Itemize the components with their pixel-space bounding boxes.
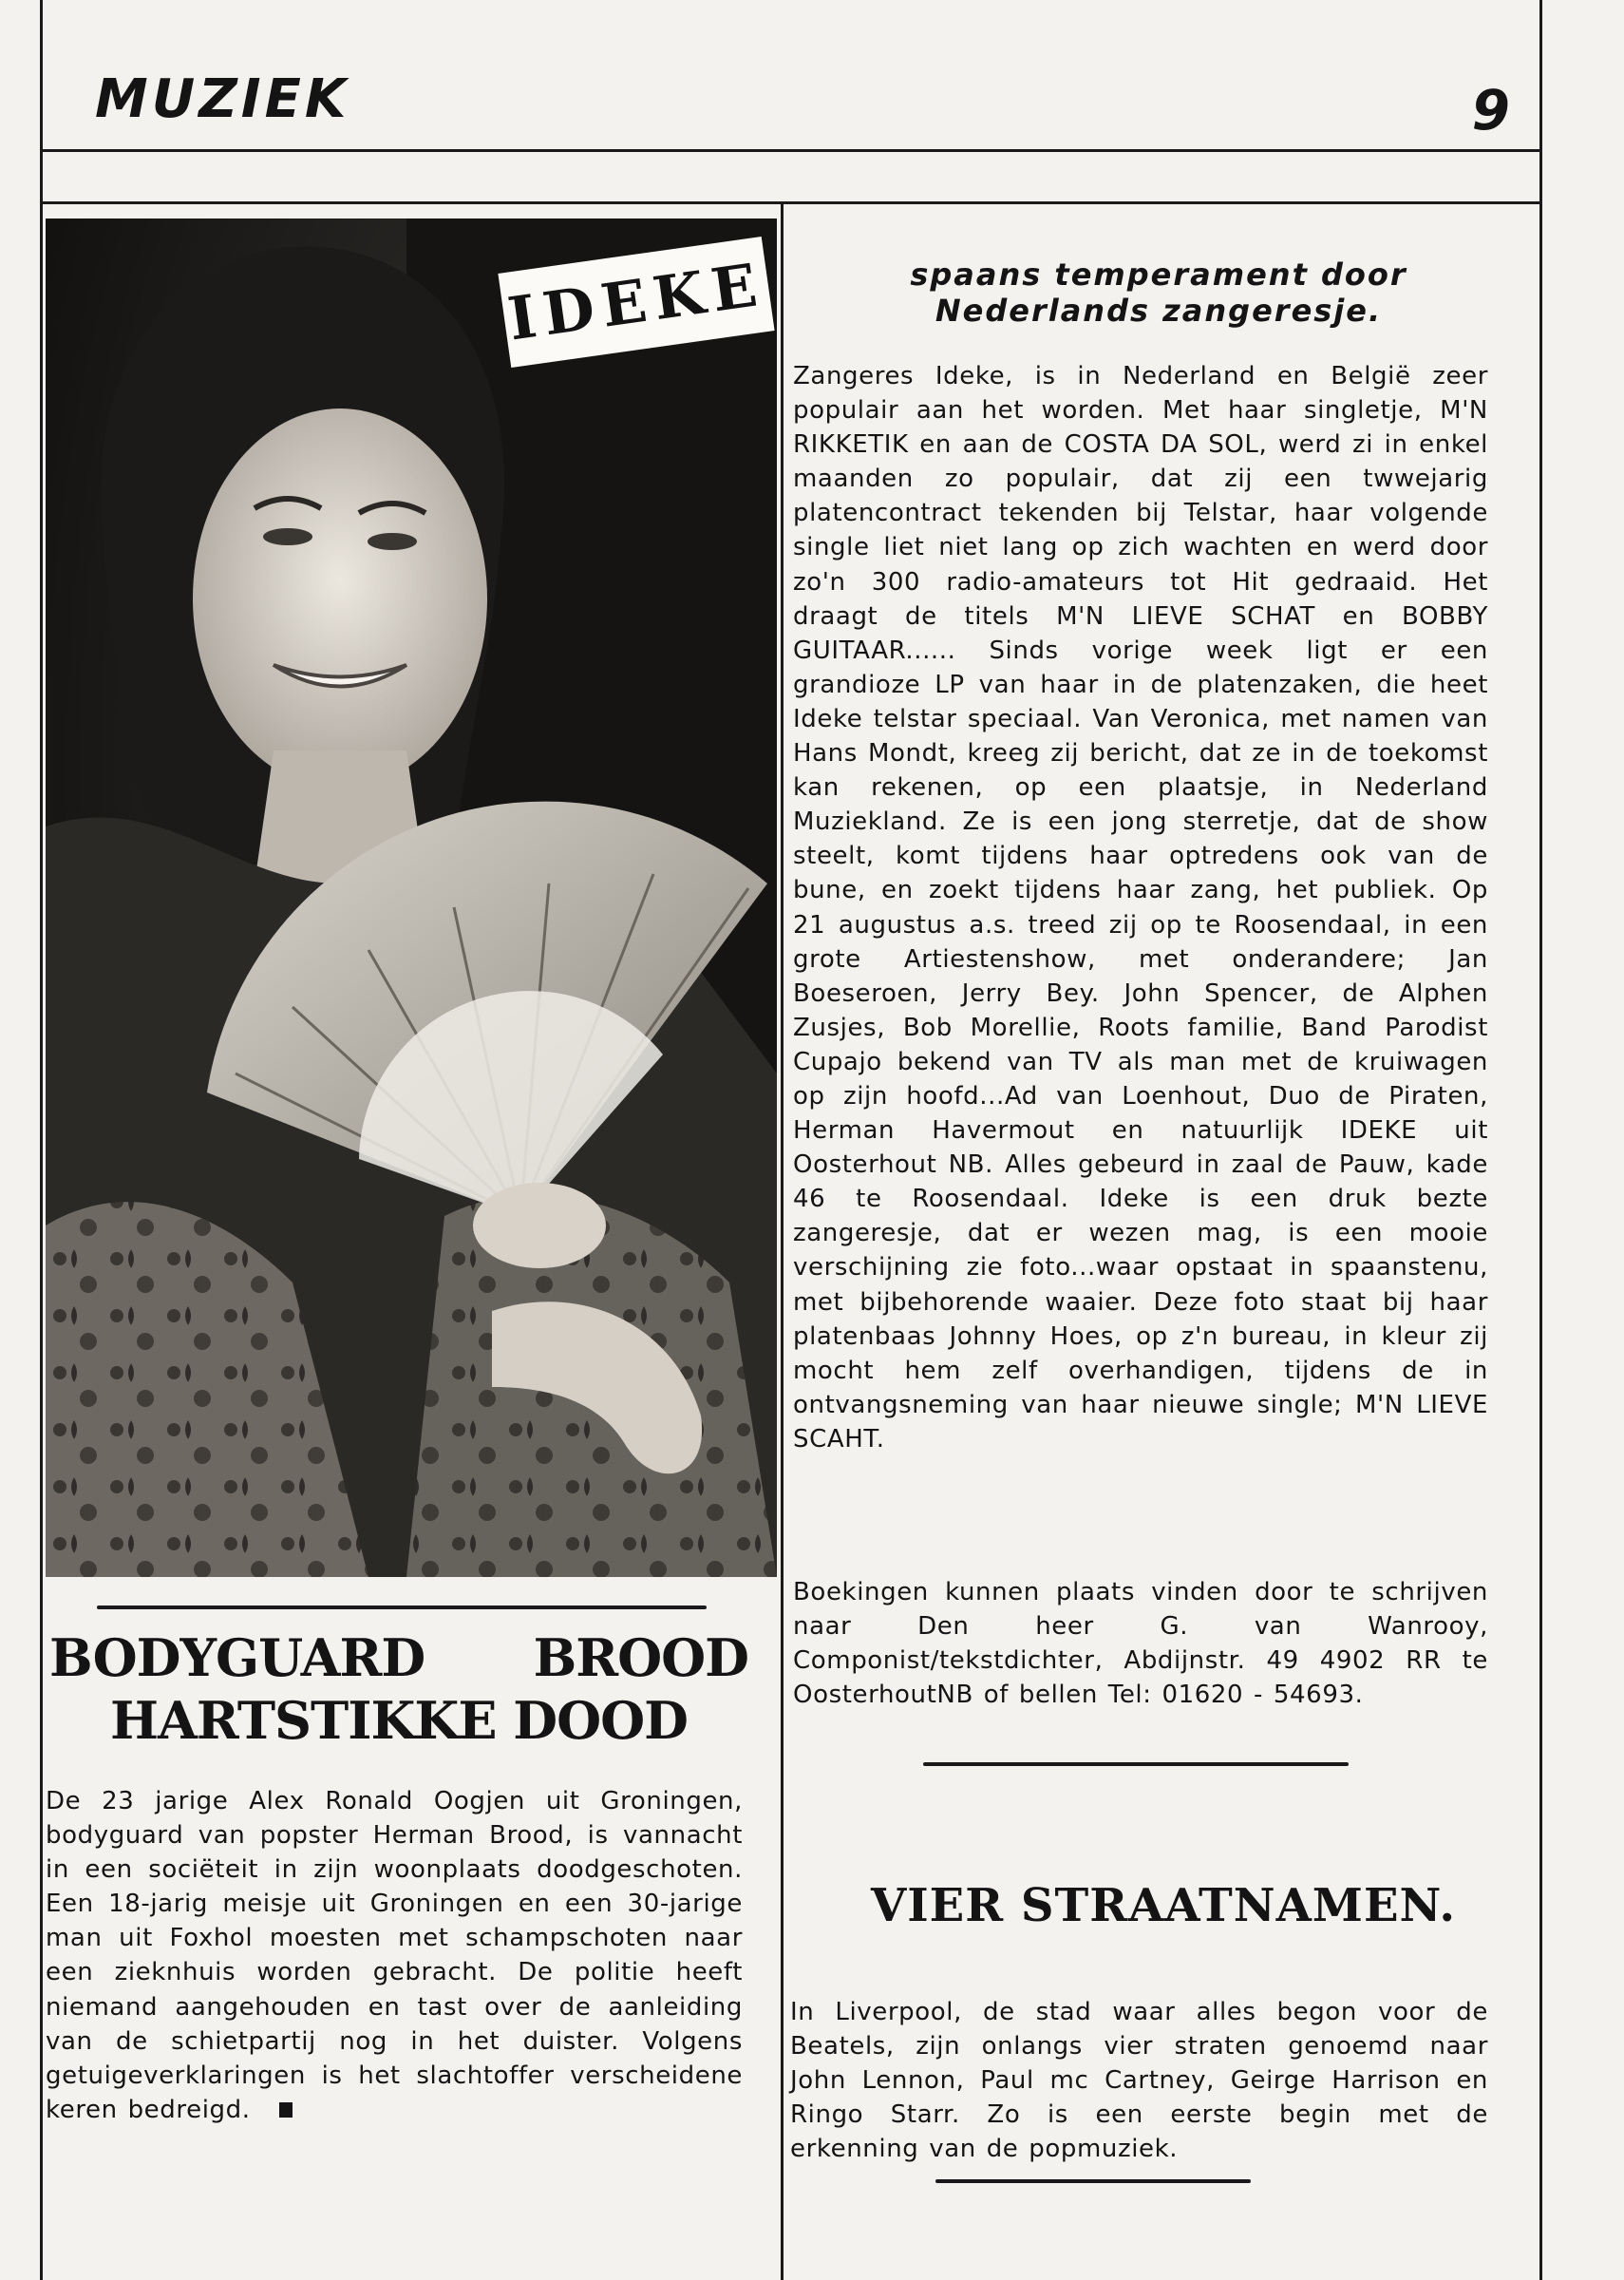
header-rule bbox=[43, 201, 1539, 204]
subhead-line: Nederlands zangeresje. bbox=[935, 293, 1383, 329]
vier-straatnamen-article: In Liverpool, de stad waar alles begon voor de Beatels, zijn onlangs vier straten genoemd naar John Lennon, Paul mc Cartney, Geirge Harrison en Ringo Starr. Zo is een eerste begin met de erkenning van de popmuziek. bbox=[790, 1998, 1488, 2164]
page-number: 9 bbox=[1471, 78, 1510, 142]
singer-photo bbox=[46, 218, 777, 1577]
ideke-subhead bbox=[807, 256, 1510, 329]
bodyguard-headline bbox=[47, 1626, 750, 1752]
vier-straatnamen-headline: VIER STRAATNAMEN. bbox=[870, 1879, 1457, 1932]
end-mark bbox=[279, 2102, 293, 2118]
subhead-line: spaans temperament door bbox=[910, 256, 1407, 293]
bookings-info: Boekingen kunnen plaats vinden door te schrijven naar Den heer G. van Wanrooy, Componist/tekstdichter, Abdijnstr. 49 4902 RR te OosterhoutNB of bellen Tel: 01620 - 54693. bbox=[793, 1578, 1488, 1710]
photo-label: IDEKE bbox=[498, 237, 774, 368]
ideke-article: Zangeres Ideke, is in Nederland en België zeer populair aan het worden. Met haar singletje, M'N RIKKETIK en aan de COSTA DA SOL, werd zi in enkel maanden zo populair, dat zij een twwejarig platencontract tekenden bij Telstar, haar volgende single liet niet lang op zich wachten en werd door zo'n 300 radio-amateurs tot Hit gedraaid. Het draagt de titels M'N LIEVE SCHAT en BOBBY GUITAAR...... Sinds vorige week ligt er een grandioze LP van haar in de platenzaken, die heet Ideke telstar speciaal. Van Veronica, met namen van Hans Mondt, kreeg zij bericht, dat ze in de toekomst kan rekenen, op een plaatsje, in Nederland Muziekland. Ze is een jong sterretje, dat de show steelt, komt tijdens haar optredens ook van de bune, en zoekt tijdens haar zang, het publiek. Op 21 augustus a.s. treed zij op te Roosendaal, in een grote Artiestenshow, met onderandere; Jan Boeseroen, Jerry Bey. John Spencer, de Alphen Zusjes, Bob Morellie, Roots familie, Band Parodist Cupajo bekend van TV als man met de kruiwagen op zijn hoofd...Ad van Loenhout, Duo de Piraten, Herman Havermout en natuurlijk IDEKE uit Oosterhout NB. Alles gebeurd in zaal de Pauw, kade 46 te Roosendaal. Ideke is een druk bezte zangeresje, dat er wezen mag, is een mooie verschijning zie foto...waar opstaat in spaanstenu, met bijbehorende waaier. Deze foto staat bij haar platenbaas Johnny Hoes, op z'n bureau, in kleur zij mocht hem zelf overhandigen, tijdens de in ontvangsneming van haar nieuwe single; M'N LIEVE SCAHT. bbox=[793, 362, 1488, 1454]
headline-rule bbox=[97, 1606, 707, 1609]
headline-line: HARTSTIKKE DOOD bbox=[109, 1690, 689, 1751]
headline-word: BODYGUARD bbox=[49, 1627, 425, 1688]
section-title: MUZIEK bbox=[95, 68, 350, 130]
bodyguard-article-text: De 23 jarige Alex Ronald Oogjen uit Groningen, bodyguard van popster Herman Brood, is vannacht in een sociëteit in zijn woonplaats doodgeschoten. Een 18-jarig meisje uit Groningen en een 30-jarige man uit Foxhol moesten met schampschoten naar een zieknhuis worden gebracht. De politie heeft niemand aangehouden en tast over de aanleiding van de schietpartij nog in het duister. Volgens getuigeverklaringen is het slachtoffer verscheidene keren bedreigd. bbox=[46, 1787, 743, 2124]
headline-word: BROOD bbox=[533, 1627, 748, 1688]
divider-rule bbox=[923, 1762, 1349, 1766]
end-rule bbox=[935, 2179, 1251, 2183]
bodyguard-article bbox=[46, 1784, 743, 2127]
column-divider bbox=[781, 204, 784, 2280]
